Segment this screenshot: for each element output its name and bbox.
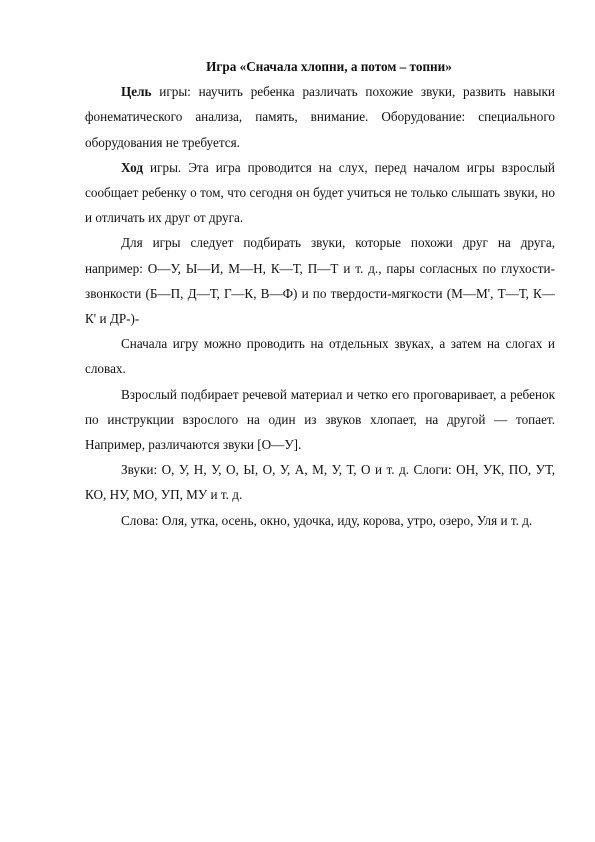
paragraph-procedure <box>85 155 555 231</box>
paragraph-text: Звуки: О, У, Н, У, О, Ы, О, У, А, М, У, Т, О и т. д. Слоги: ОН, УК, ПО, УТ, КО, НУ, МО, УП, МУ и т. д. <box>85 462 555 503</box>
paragraph-text: Сначала игру можно проводить на отдельных звуках, а затем на слогах и словах. <box>85 336 555 377</box>
paragraph-order <box>85 331 555 381</box>
paragraph-text: Слова: Оля, утка, осень, окно, удочка, иду, корова, утро, озеро, Уля и т. д. <box>121 512 533 528</box>
paragraph-text: Взрослый подбирает речевой материал и четко его проговаривает, а ребенок по инструкции взрослого на один из звуков хлопает, на другой — топает. Например, различаются звуки [О—У]. <box>85 386 555 453</box>
paragraph-words <box>85 508 555 533</box>
document-title: Игра «Сначала хлопни, а потом – топни» <box>206 59 452 74</box>
paragraph-lead: Цель <box>121 84 152 100</box>
paragraph-text: игры. Эта игра проводится на слух, перед началом игры взрослый сообщает ребенку о том, что сегодня он будет учиться не только слышать звуки, но и отличать их друг от друга. <box>85 159 555 226</box>
paragraph-sound-pairs <box>85 230 555 331</box>
document-body <box>85 54 555 533</box>
paragraph-goal <box>85 79 555 155</box>
paragraph-lead: Ход <box>121 159 144 175</box>
paragraph-sounds-syllables <box>85 457 555 507</box>
paragraph-instructions <box>85 382 555 458</box>
paragraph-text: Для игры следует подбирать звуки, которые похожи друг на друга, например: О—У, Ы—И, М—Н, К—Т, П—Т и т. д., пары согласных по глухости-звонкости (Б—П, Д—Т, Г—К, В—Ф) и по твердости-мягкости (М—М', Т—Т, К—К' и ДР-)- <box>85 235 555 327</box>
paragraph-text: игры: научить ребенка различать похожие звуки, развить навыки фонематического анализа, память, внимание. Оборудование: специального оборудования не требуется. <box>85 84 555 150</box>
